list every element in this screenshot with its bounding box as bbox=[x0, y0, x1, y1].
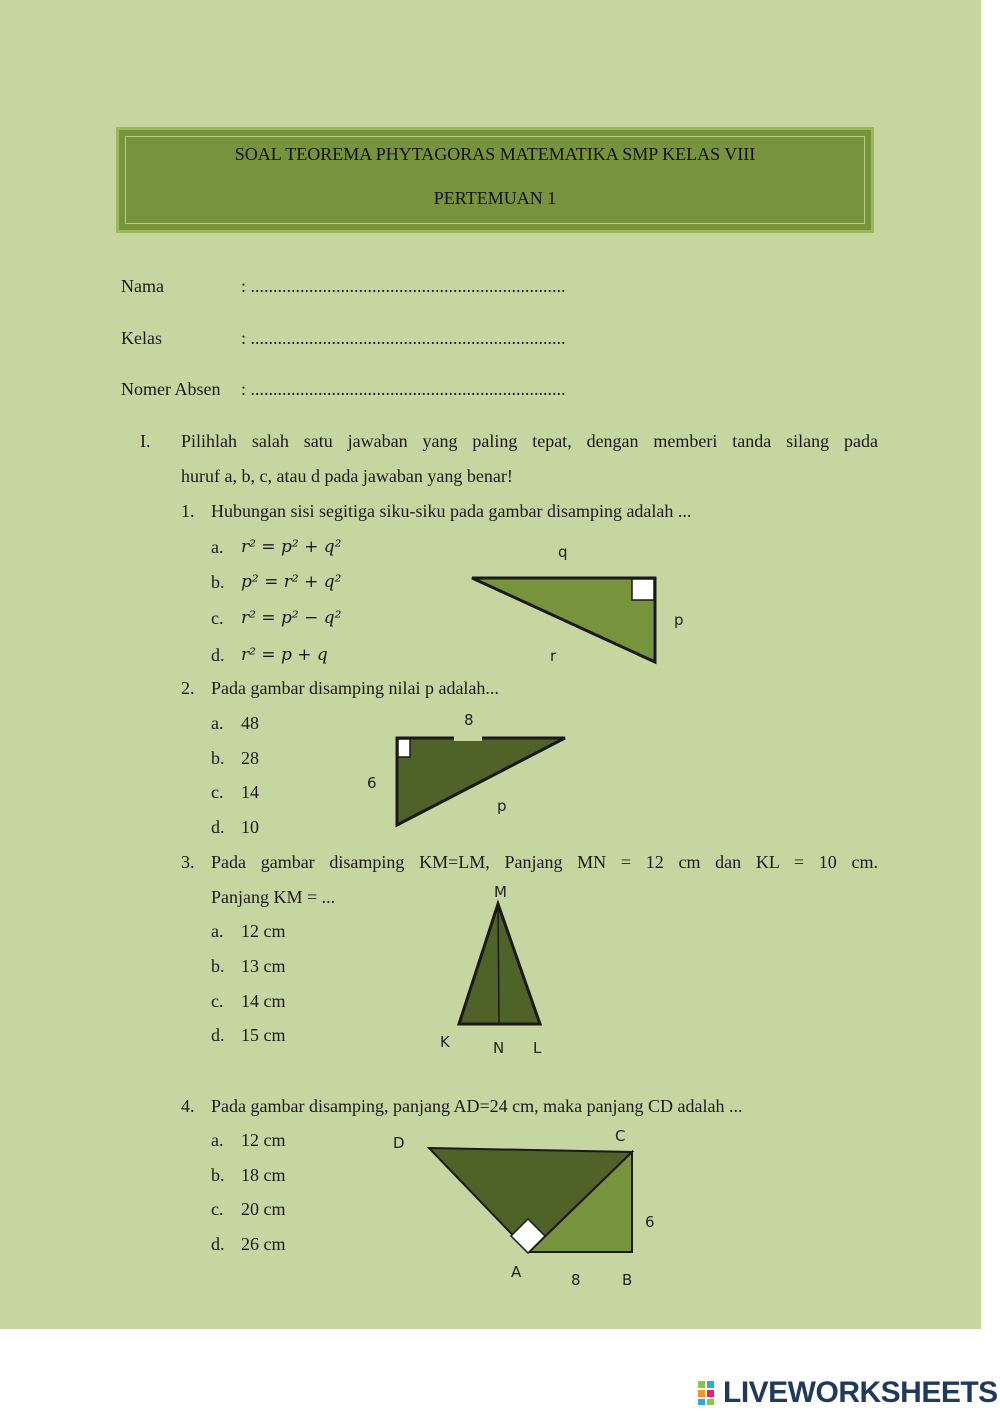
q2-option-c[interactable]: 14 bbox=[241, 782, 259, 802]
question-3-text-line-1: Pada gambar disamping KM=LM, Panjang MN = 12 cm dan KL = 10 cm. bbox=[211, 852, 878, 872]
q2-label-p: p bbox=[497, 797, 507, 815]
q3-label-L: L bbox=[533, 1039, 542, 1057]
q4-label-B: B bbox=[622, 1271, 633, 1289]
q2-option-d-letter[interactable]: d. bbox=[211, 817, 225, 837]
q1-option-d-letter[interactable]: d. bbox=[211, 645, 225, 665]
q3-label-M: M bbox=[494, 883, 507, 901]
class-label: Kelas bbox=[121, 328, 162, 348]
question-1-number: 1. bbox=[181, 501, 195, 521]
q4-label-6: 6 bbox=[645, 1213, 655, 1231]
q1-label-q: q bbox=[558, 543, 568, 561]
figure-q1-triangle bbox=[472, 543, 684, 665]
q1-option-b-letter[interactable]: b. bbox=[211, 572, 225, 592]
q2-option-b-letter[interactable]: b. bbox=[211, 748, 225, 768]
q4-option-a-letter[interactable]: a. bbox=[211, 1130, 224, 1150]
q2-top-gap bbox=[454, 736, 482, 741]
absen-field[interactable]: : ...................................................................... bbox=[241, 379, 566, 399]
q1-option-c-letter[interactable]: c. bbox=[211, 608, 224, 628]
q1-option-d[interactable]: r² = p + q bbox=[241, 645, 328, 665]
q3-height-line bbox=[498, 904, 499, 1024]
q4-option-b-letter[interactable]: b. bbox=[211, 1165, 225, 1185]
q4-label-8: 8 bbox=[571, 1271, 581, 1289]
q4-label-A: A bbox=[511, 1263, 522, 1281]
q1-option-a[interactable]: r² = p² + q² bbox=[241, 537, 342, 557]
question-3-number: 3. bbox=[181, 852, 195, 872]
q4-option-b[interactable]: 18 cm bbox=[241, 1165, 286, 1185]
q1-right-angle-marker bbox=[632, 579, 654, 600]
liveworksheets-logo-icon bbox=[697, 1380, 723, 1406]
liveworksheets-logo[interactable] bbox=[697, 1376, 998, 1410]
q3-option-b-letter[interactable]: b. bbox=[211, 956, 225, 976]
q2-label-6: 6 bbox=[367, 774, 377, 792]
q4-option-d-letter[interactable]: d. bbox=[211, 1234, 225, 1254]
q3-option-c-letter[interactable]: c. bbox=[211, 991, 224, 1011]
q3-option-d-letter[interactable]: d. bbox=[211, 1025, 225, 1045]
q1-option-c[interactable]: r² = p² − q² bbox=[241, 608, 342, 628]
q1-option-b[interactable]: p² = r² + q² bbox=[241, 572, 342, 592]
q3-label-K: K bbox=[440, 1033, 450, 1051]
q2-right-angle-marker bbox=[398, 739, 410, 757]
figure-q4-triangles bbox=[393, 1127, 655, 1289]
q2-triangle-shape bbox=[397, 738, 565, 825]
worksheet-subtitle: PERTEMUAN 1 bbox=[433, 188, 557, 208]
q4-option-d[interactable]: 26 cm bbox=[241, 1234, 286, 1254]
question-2-text: Pada gambar disamping nilai p adalah... bbox=[211, 678, 499, 698]
q4-label-D: D bbox=[393, 1134, 405, 1152]
q2-option-a[interactable]: 48 bbox=[241, 713, 259, 733]
q2-option-c-letter[interactable]: c. bbox=[211, 782, 224, 802]
q4-option-c[interactable]: 20 cm bbox=[241, 1199, 286, 1219]
q3-option-b[interactable]: 13 cm bbox=[241, 956, 286, 976]
question-4-text: Pada gambar disamping, panjang AD=24 cm, maka panjang CD adalah ... bbox=[211, 1096, 743, 1116]
question-1-text: Hubungan sisi segitiga siku-siku pada gambar disamping adalah ... bbox=[211, 501, 692, 521]
q3-option-a[interactable]: 12 cm bbox=[241, 921, 286, 941]
q4-option-c-letter[interactable]: c. bbox=[211, 1199, 224, 1219]
name-label: Nama bbox=[121, 276, 164, 296]
figure-q3-triangle bbox=[440, 883, 542, 1057]
q3-label-N: N bbox=[493, 1039, 505, 1057]
q2-option-a-letter[interactable]: a. bbox=[211, 713, 224, 733]
instruction-line-1: Pilihlah salah satu jawaban yang paling tepat, dengan memberi tanda silang pada bbox=[181, 431, 878, 451]
q2-option-d[interactable]: 10 bbox=[241, 817, 259, 837]
q1-label-r: r bbox=[550, 647, 557, 665]
q3-option-d[interactable]: 15 cm bbox=[241, 1025, 286, 1045]
q1-triangle-shape bbox=[472, 578, 655, 662]
q1-label-p: p bbox=[674, 611, 684, 629]
worksheet-title: SOAL TEOREMA PHYTAGORAS MATEMATIKA SMP KELAS VIII bbox=[234, 144, 756, 164]
q2-label-8: 8 bbox=[464, 711, 474, 729]
q2-option-b[interactable]: 28 bbox=[241, 748, 259, 768]
absen-label: Nomer Absen bbox=[121, 379, 221, 399]
question-4-number: 4. bbox=[181, 1096, 195, 1116]
question-3-text-line-2: Panjang KM = ... bbox=[211, 887, 336, 907]
q3-option-a-letter[interactable]: a. bbox=[211, 921, 224, 941]
name-field[interactable]: : ...................................................................... bbox=[241, 276, 566, 296]
q4-option-a[interactable]: 12 cm bbox=[241, 1130, 286, 1150]
question-2-number: 2. bbox=[181, 678, 195, 698]
instruction-line-2: huruf a, b, c, atau d pada jawaban yang benar! bbox=[181, 466, 513, 486]
q4-label-C: C bbox=[615, 1127, 626, 1145]
class-field[interactable]: : ...................................................................... bbox=[241, 328, 566, 348]
q1-option-a-letter[interactable]: a. bbox=[211, 537, 224, 557]
section-number: I. bbox=[140, 431, 151, 451]
figure-q2-triangle bbox=[367, 711, 565, 825]
liveworksheets-wordmark: LIVEWORKSHEETS bbox=[723, 1376, 998, 1409]
q3-option-c[interactable]: 14 cm bbox=[241, 991, 286, 1011]
